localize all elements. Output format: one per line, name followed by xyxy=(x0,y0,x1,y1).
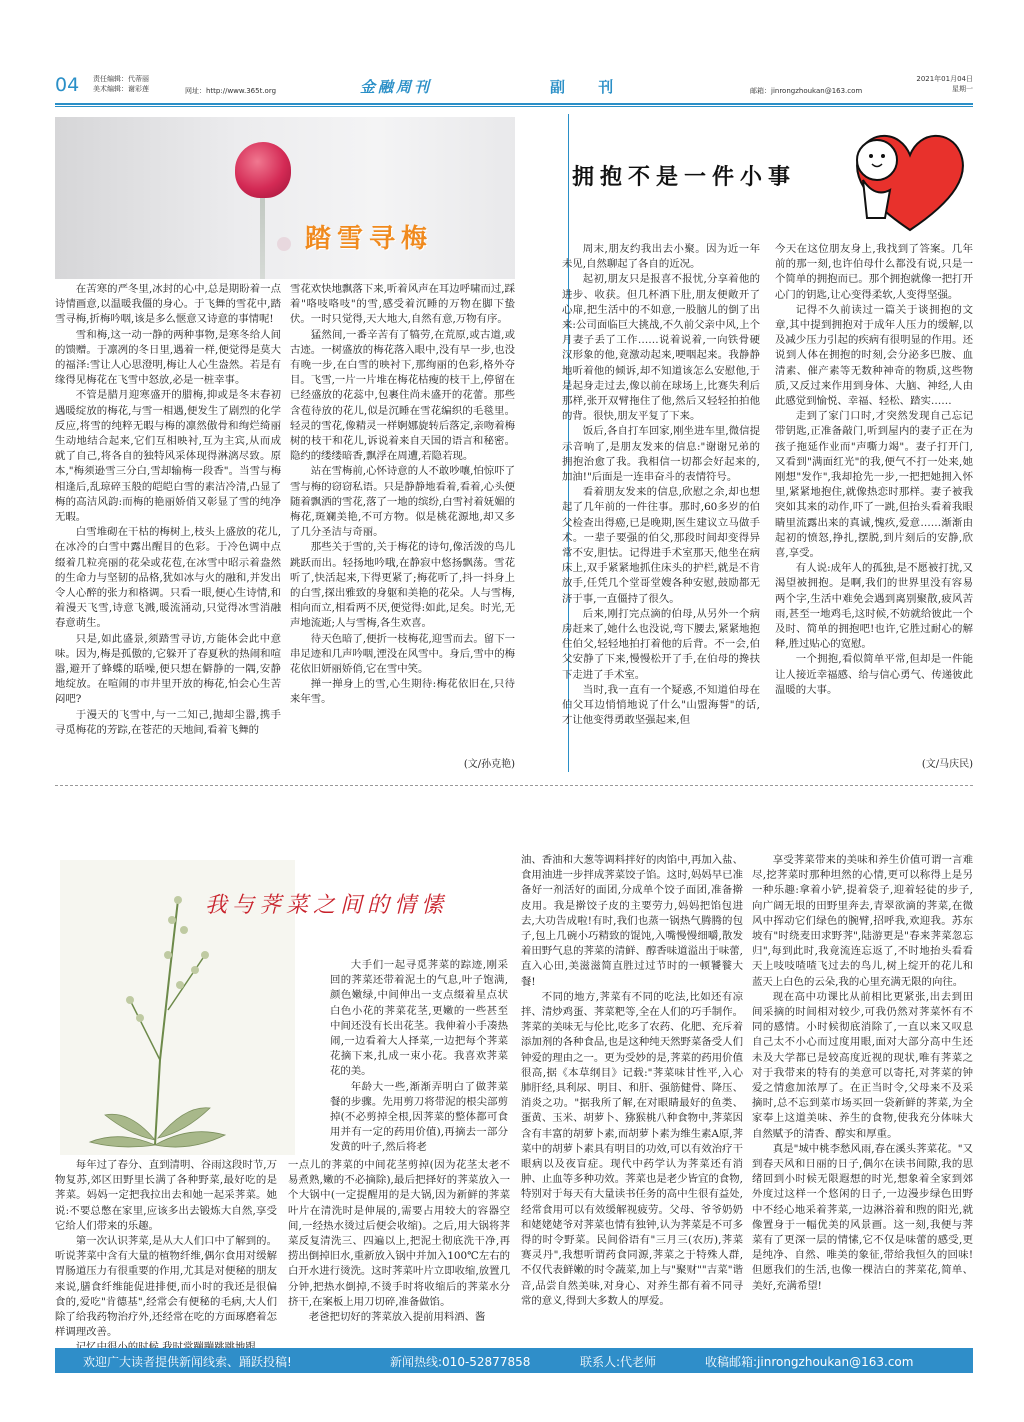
article1-title: 踏雪寻梅 xyxy=(305,224,434,254)
paragraph: 第一次认识荠菜,是从大人们口中了解到的。听说荠菜中含有大量的植物纤维,偶尔食用对缓解胃肠道压力有很重要的作用,尤其是对便秘的朋友来说,膳食纤维能促进排便,而小时的我还是很偏食的,爱吃"肯德基",经常会有便秘的毛病,大人们除了给我药物治疗外,还经常在吃的方面琢磨着怎样调理改善。 xyxy=(55,1235,277,1339)
hug-heart-illustration xyxy=(845,120,975,240)
brand-title: 金融周刊 xyxy=(360,78,433,96)
paragraph: 享受荠菜带来的美味和养生价值可谓一言难尽,挖荠菜时那种坦然的心情,更可以称得上是另一种乐趣:拿着小铲,提着袋子,迎着轻徒的步子,向广阔无垠的田野里奔去,青翠欲滴的荠菜,在微风中挥动它们绿色的腕臂,招呼我,欢迎我。苏东坡有"时绕麦田求野荠",陆游更是"春来荠菜忽忘归",每到此时,我竟流连忘返了,不时地抬头看看天上吱吱喳喳飞过去的鸟儿,树上绽开的花儿和蓝天上白色的云朵,我的心里充满无限的向往。 xyxy=(752,854,973,988)
plum-flower-shape xyxy=(235,142,291,198)
issue-date xyxy=(916,74,973,94)
paragraph: 掸一掸身上的雪,心生期待:梅花依旧在,只待来年雪。 xyxy=(290,678,515,706)
bud-shape xyxy=(277,237,291,251)
editor-credits xyxy=(93,74,149,94)
article2-column-2 xyxy=(775,242,973,698)
article1-column-1 xyxy=(55,282,281,738)
paragraph: 猛然间,一番辛苦有了犒劳,在荒原,或古道,或古迹。一树盛放的梅花落入眼中,没有早一步,也没有晚一步,在白雪的映衬下,那绚丽的色彩,格外夺目。飞雪,一片一片堆在梅花枯瘦的枝干上,停留在已经盛放的花蕊中,包裹住尚未盛开的花蕾。那些含苞待放的花儿,似是沉睡在雪花编织的毛毯里。轻灵的雪花,像精灵一样婀娜旋转后落定,亲吻着梅树的枝干和花儿,诉说着来自天国的语言和秘密。隐约的缕缕暗香,飘浮在周遭,若隐若现。 xyxy=(290,328,515,463)
editor-line: 责任编辑：代蒂丽 xyxy=(93,75,149,83)
section-separator xyxy=(55,785,973,786)
paragraph: 有人说:成年人的孤独,是不愿被打扰,又渴望被拥抱。是啊,我们的世界里没有容易两个字,生活中难免会遇到离别聚散,疲风苦雨,甚至一地鸡毛,这时候,不妨就给彼此一个及时、简单的拥抱吧!也许,它胜过耐心的解释,胜过贴心的宽慰。 xyxy=(775,562,973,651)
paragraph: 在苦寒的严冬里,冰封的心中,总是期盼着一点诗情画意,以温暖我僵的身心。于飞舞的雪花中,踏雪寻梅,折梅吟咽,该是多么惬意又诗意的事情呢! xyxy=(55,283,281,326)
article3-inset-column xyxy=(330,958,508,1156)
paragraph: 每年过了春分、直到清明、谷雨这段时节,万物复苏,郊区田野里长满了各种野菜,最好吃的是荠菜。妈妈一定把我拉出去和她一起采荠菜。她说:不要总憋在家里,应该多出去锻炼大自然,享受它给人们带来的乐趣。 xyxy=(55,1159,277,1232)
article2-column-1 xyxy=(562,242,760,729)
footer-bar xyxy=(55,1348,973,1373)
header-rule-thin xyxy=(55,106,973,107)
article2-byline: (文/马庆民) xyxy=(921,759,973,770)
paragraph: 大手们一起寻觅荠菜的踪迹,刚采回的荠菜还带着泥土的气息,叶子饱满,颜色嫩绿,中间伸出一支点缀着星点状白色小花的荠菜花茎,更嫩的一些甚至中间还没有长出花茎。我伸着小手凑热闹,一边看着大人择菜,一边把每个荠菜花摘下来,扎成一束小花。我喜欢荠菜花的美。 xyxy=(330,959,508,1078)
date-text: 2021年01月04日 xyxy=(916,75,973,83)
paragraph: 那些关于雪的,关于梅花的诗句,像活泼的鸟儿跳跃而出。轻扬地吟哦,在静寂中悠扬飘荡。雪花听了,快活起来,下得更紧了;梅花听了,抖一抖身上的白雪,探出雅致的身躯和美艳的花朵。人与雪梅,相向而立,相看两不厌,便觉得:如此,足矣。时光,无声地流逝;人与雪梅,各生欢喜。 xyxy=(290,541,515,630)
paragraph: 年龄大一些,渐渐弄明白了做荠菜餐的步骤。先用剪刀将带泥的根尖部剪掉(不必剪掉全根,因荠菜的整体都可食用并有一定的药用价值),再摘去一部分发黄的叶子,然后将老 xyxy=(330,1080,508,1154)
paragraph: 走到了家门口时,才突然发现自己忘记带钥匙,正准备敲门,听到屋内的妻子正在为孩子拖延作业而"声嘶力竭"。妻子打开门,又看到"满面红光"的我,便气不打一处来,她刚想"发作",我却抢先一步,一把把她拥入怀里,紧紧地抱住,就像热恋时那样。妻子被我突如其来的动作,吓了一跳,但抬头看着我眼睛里流露出来的真诚,愧疚,爱意……渐渐由起初的愤怒,挣扎,摆脱,到片刻后的安静,欣喜,享受。 xyxy=(775,410,973,560)
paragraph: 饭后,各自打车回家,刚坐进车里,微信提示音响了,是朋友发来的信息:"谢谢兄弟的拥抱治愈了我。我相信一切都会好起来的,加油!"后面是一连串奋斗的表情符号。 xyxy=(562,425,760,484)
paragraph: 白雪堆砌在干枯的梅树上,枝头上盛放的花儿,在冰冷的白雪中露出醒目的色彩。于冷色调中点缀着几粒亮丽的花朵或花苞,在冰雪中昭示着盎然的生命力与坚韧的品格,犹如冰与火的融和,并发出令人心醉的张力和格调。只看一眼,便心生诗情,和着漫天飞雪,诗意飞溅,暖流涌动,只觉得冰雪消融春意萌生。 xyxy=(55,526,281,630)
paragraph: 于漫天的飞雪中,与一二知己,抛却尘嚣,携手寻觅梅花的芳踪,在苍茫的天地间,看着飞舞的 xyxy=(55,708,281,736)
section-title: 副 刊 xyxy=(550,78,628,96)
paragraph: 老爸把切好的荠菜放入提前用料酒、酱 xyxy=(308,1311,486,1324)
paragraph: 站在雪梅前,心怀诗意的人不敢吵嚷,怕惊吓了雪与梅的窃窃私语。只是静静地看着,看着,心头便随着飘洒的雪花,落了一地的缤纷,白雪衬着妩媚的梅花,斑斓美艳,不可方物。似是桃花源地,却又多了几分圣洁与奇丽。 xyxy=(290,465,515,539)
article3-column-1 xyxy=(55,1158,277,1356)
article3-column-3 xyxy=(521,853,743,1309)
plum-blossom-image xyxy=(55,117,515,279)
page-number: 04 xyxy=(55,74,80,96)
header-rule xyxy=(55,103,973,105)
paragraph: 一点儿的荠菜的中间花茎剪掉(因为花茎太老不易煮熟,嫩的不必摘除),最后把择好的荠菜放入一个大锅中(一定提醒用的是大锅,因为新鲜的荠菜叶片在清洗时是伸展的,需要占用较大的容器空间,一经热水烫过后便会收缩)。之后,用大锅将荠菜反复清洗三、四遍以上,把泥土彻底洗干净,再捞出倒掉旧水,重新放入锅中并加入100℃左右的白开水进行烫洗。这时荠菜叶片立即收缩,放置几分钟,把热水倒掉,不烫手时将收缩后的荠菜水分挤干,在案板上用刀切碎,准备做馅。 xyxy=(288,1159,510,1308)
paragraph: 不管是腊月迎寒盛开的腊梅,抑或是冬末春初遇暖绽放的梅花,与雪一相遇,便发生了剧烈的化学反应,将雪的纯粹无暇与梅的凛然傲骨和绚烂绮丽生动地结合起来,它们互相映衬,互为主宾,从而成就了自己,将各自的独特风采体现得淋漓尽致。原本,"梅须逊雪三分白,雪却输梅一段香"。当雪与梅相逢后,乱琼碎玉般的皑皑白雪的素洁冷清,凸显了梅的高洁风韵:而梅的艳丽娇俏又彰显了雪的纯净无暇。 xyxy=(55,389,281,524)
paragraph: 只是,如此盛景,须踏雪寻访,方能体会此中意味。因为,梅是孤傲的,它躲开了春夏秋的热闹和喧嚣,避开了蜂蝶的聒噪,便只想在僻静的一隅,安静地绽放。在喧闹的市井里开放的梅花,怕会心生苦闷吧? xyxy=(55,632,281,706)
paragraph: 记得不久前读过一篇关于谈拥抱的文章,其中提到拥抱对于成年人压力的缓解,以及减少压力引起的疾病有很明显的作用。还说到人体在拥抱的时刻,会分泌多巴胺、血清素、催产素等无数种神奇的物质,这些物质,又反过来作用到身体、大脑、神经,人由此感觉到愉悦、幸福、轻松、踏实…… xyxy=(775,303,973,408)
website-url[interactable]: 网址：http://www.365t.org xyxy=(185,87,277,95)
footer-hotline: 新闻热线:010-52877858 xyxy=(390,1355,531,1369)
footer-contact: 联系人:代老师 xyxy=(580,1355,657,1369)
paragraph: 当时,我一直有一个疑惑,不知道伯母在伯父耳边悄悄地说了什么"山盟海誓"的话,才让他变得勇敢坚强起来,但 xyxy=(562,683,760,727)
article1-byline: (文/孙克艳) xyxy=(463,759,515,770)
weekday-text: 星期一 xyxy=(952,85,973,93)
paragraph: 油、香油和大葱等调料拌好的肉馅中,再加入盐、食用油进一步拌成荠菜饺子馅。这时,妈妈早已准备好一剂活好的面团,分成单个饺子面团,准备擀皮用。我是擀饺子皮的主要劳力,妈妈把馅包进去,大功告成啦!有时,我们也蒸一锅热气腾腾的包子,包上几碗小巧精致的馄饨,入嘴慢慢细嚼,散发着田野气息的荠菜的清鲜、醇香味道溢出于味蕾,直入心田,美滋滋简直胜过过节时的一顿饕餮大餐! xyxy=(521,854,743,988)
paragraph: 雪花欢快地飘落下来,听着风声在耳边呼啸而过,踩着"咯吱咯吱"的雪,感受着沉睡的万物在脚下蛰伏。一时只觉得,天大地大,自然有意,万物有序。 xyxy=(290,283,515,326)
header-email[interactable]: 邮箱：jinrongzhoukan@163.com xyxy=(750,87,863,95)
paragraph: 雪和梅,这一动一静的两种事物,是寒冬给人间的馈赠。于凛冽的冬日里,遇着一样,便觉得是莫大的福泽:雪让人心思澄明,梅让人心生盎然。若是有缘得见梅花在飞雪中怒放,必是一桩幸事。 xyxy=(55,328,281,387)
paragraph: 一个拥抱,看似简单平常,但却是一件能让人接近幸福感、给与信心勇气、传递彼此温暖的大事。 xyxy=(775,653,973,696)
footer-slogan: 欢迎广大读者提供新闻线索、踊跃投稿! xyxy=(83,1355,292,1369)
article2-title: 拥抱不是一件小事 xyxy=(572,164,797,190)
article3-column-2 xyxy=(288,1158,510,1325)
paragraph: 真是"城中桃李愁风雨,春在溪头荠菜花。"又到春天风和日丽的日子,偶尔在读书间隙,我的思绪回到小时候无限遐想的时光,想象着全家到郊外度过这样一个悠闲的日子,一边漫步绿色田野中不经心地采着荠菜,一边淋浴着和煦的阳光,就像置身于一幅优美的风景画。这一刻,我便与荠菜有了更深一层的情愫,它不仅是味蕾的感受,更是纯净、自然、唯美的象征,带给我恒久的回味!但愿我们的生活,也像一棵洁白的荠菜花,简单、美好,充满希望! xyxy=(752,1142,973,1292)
paragraph: 看着朋友发来的信息,欣慰之余,却也想起了几年前的一件往事。那时,60多岁的伯父检查出得癌,已是晚期,医生建议立马做手术。一辈子要强的伯父,那段时间却变得异常不安,胆怯。记得进手术室那天,他坐在病床上,双手紧紧地抓住床头的护栏,就是不肯放手,任凭几个堂哥堂嫂各种安慰,鼓励都无济于事,一直僵持了很久。 xyxy=(562,486,760,605)
paragraph: 今天在这位朋友身上,我找到了答案。几年前的那一刻,也许伯母什么都没有说,只是一个简单的拥抱而已。那个拥抱就像一把打开心门的钥匙,让心变得柔软,人变得坚强。 xyxy=(775,243,973,301)
paragraph: 不同的地方,荠菜有不同的吃法,比如还有凉拌、清炒鸡蛋、荠菜粑等,全在人们的巧手制作。荠菜的美味无与伦比,吃多了农药、化肥、充斥着添加剂的各种食品,也是这种纯天然野菜备受人们钟爱的理由之一。更为受妙的是,荠菜的药用价值很高,据《本草纲目》记载:"荠菜味甘性平,入心肺肝经,具利尿、明目、和肝、强筋健骨、降压、消炎之功。"据我所了解,在对眼睛最好的鱼类、蛋黄、玉米、胡萝卜、猕猴桃八种食物中,荠菜因含有丰富的胡萝卜素,而胡萝卜素为维生素A原,荠菜中的胡萝卜素具有明目的功效,可以有效治疗干眼病以及夜盲症。现代中药学认为荠菜还有消肿、止血等多种功效。荠菜也是老少皆宜的食物,特别对于每天有大量读书任务的高中生很有益处,经常食用可以有效缓解视疲劳。父母、爷爷奶奶和姥姥姥爷对荠菜也情有独钟,认为荠菜是不可多得的时令野菜。民间俗语有"三月三(农历),荠菜赛灵丹",我想听谓药食同源,荠菜之于特殊人群,不仅代表鲜嫩的时令蔬菜,加上与"聚财""吉菜"谐音,品尝自然美味,对身心、对养生都有着不同寻常的意义,得到大多数人的厚爱。 xyxy=(521,990,743,1307)
art-editor-line: 美术编辑：谢彩莲 xyxy=(93,85,149,93)
paragraph: 待天色暗了,便折一枝梅花,迎雪而去。留下一串足迹和几声吟咽,湮没在风雪中。身后,雪中的梅花依旧妍丽娇俏,它在雪中笑。 xyxy=(290,632,515,676)
page-header xyxy=(55,72,973,102)
article3-column-4 xyxy=(752,853,973,1294)
article1-column-2 xyxy=(290,282,515,708)
paragraph: 后来,刚打完点滴的伯母,从另外一个病房赶来了,她什么也没说,弯下腰去,紧紧地抱住伯父,轻轻地拍打着他的后背。不一会,伯父安静了下来,慢慢松开了手,在伯母的搀扶下走进了手术室。 xyxy=(562,607,760,681)
paragraph: 现在高中功课比从前相比更紧张,出去到田间采摘的时间相对较少,可我仍然对荠菜怀有不同的感情。小时候彻底消除了,一直以来又叹息自己太不小心而过度用眼,面对大部分高中生还未及大学都已是较高度近视的现状,唯有荠菜之对于我带来的特有的美意可以寄托,对荠菜的钟爱之情愈加浓厚了。在正当时令,父母来不及采摘时,总不忘到菜市场买回一袋新鲜的荠菜,为全家奉上这道美味、养生的食物,使我充分体味大自然赋予的清香、醇实和厚重。 xyxy=(752,990,973,1140)
paragraph: 起初,朋友只是报喜不报忧,分享着他的进步、收获。但几杯酒下肚,朋友便敞开了心扉,把生活中的不如意,一股脑儿的倒了出来:公司面临巨大挑战,不久前父亲中风,上个月妻子丢了工作……说着说着,一向铁骨硬汉形象的他,竟激动起来,哽咽起来。我静静地听着他的倾诉,却不知道该怎么安慰他,于是起身走过去,像以前在球场上,比赛失利后那样,张开双臂拖住了他,然后又轻轻拍拍他的背。很快,朋友平复了下来。 xyxy=(562,273,760,423)
paragraph: 周末,朋友约我出去小聚。因为近一年未见,自然聊起了各自的近况。 xyxy=(562,243,760,271)
footer-email[interactable]: 收稿邮箱:jinrongzhoukan@163.com xyxy=(705,1355,914,1369)
article3-title: 我与荠菜之间的情愫 xyxy=(205,893,449,918)
